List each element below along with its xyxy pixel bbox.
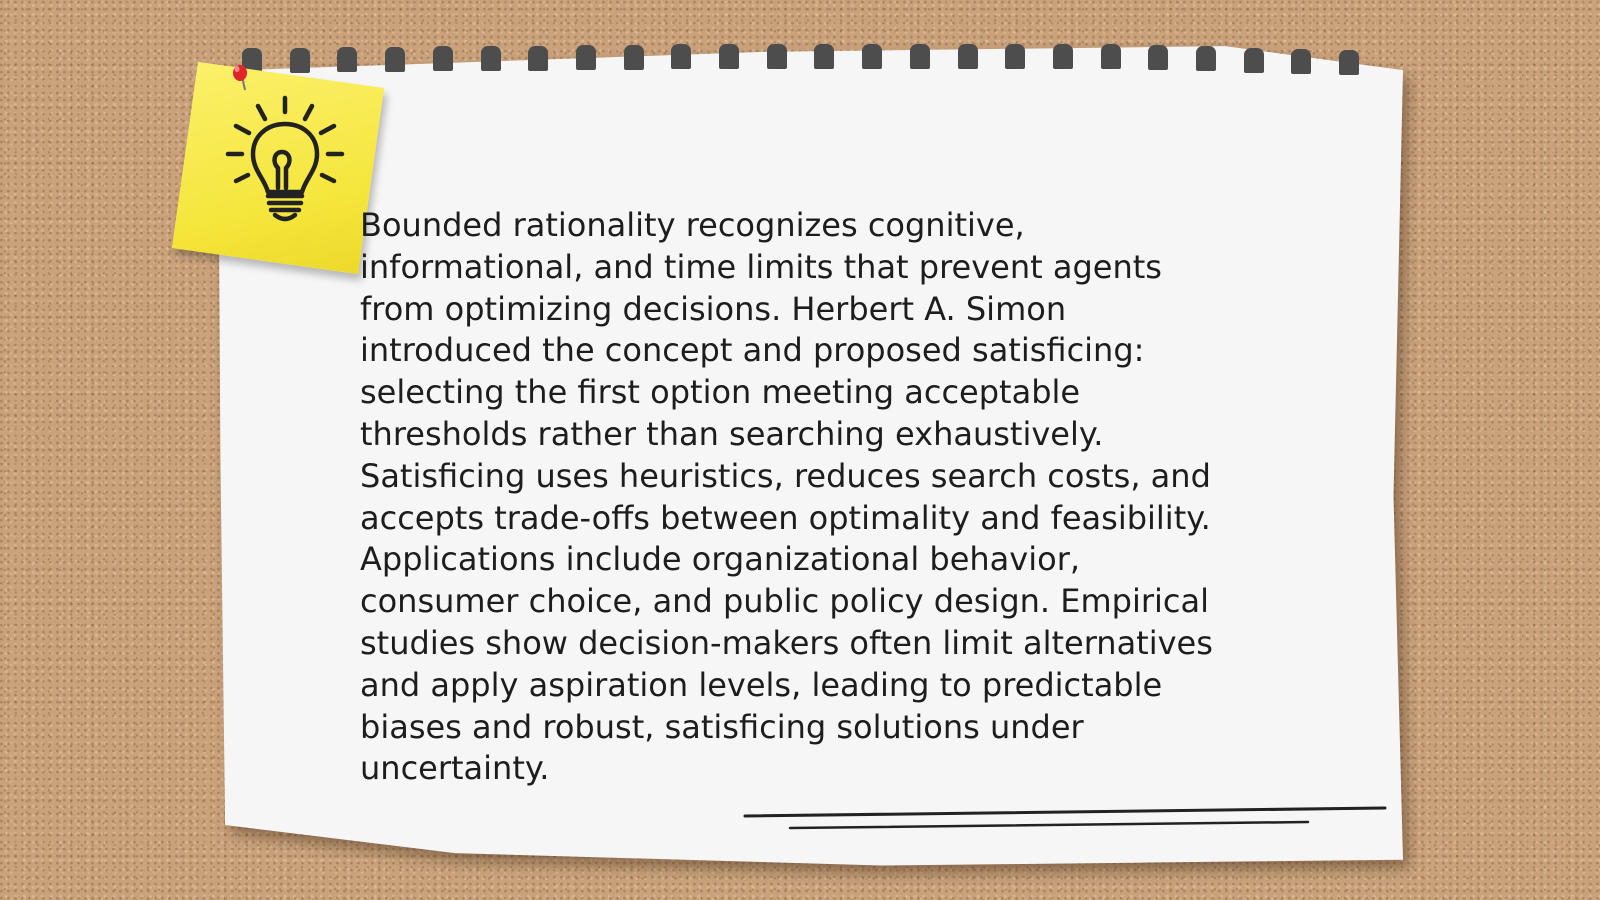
binder-hole xyxy=(1339,50,1359,75)
binder-hole xyxy=(958,44,978,69)
push-pin-icon xyxy=(228,60,254,100)
binder-hole xyxy=(1148,45,1168,70)
binder-hole xyxy=(1196,46,1216,71)
binder-hole xyxy=(1101,44,1121,69)
binder-hole xyxy=(1244,48,1264,73)
binder-hole xyxy=(433,46,453,71)
binder-hole xyxy=(385,47,405,72)
binder-hole xyxy=(1005,44,1025,69)
binder-hole xyxy=(1053,44,1073,69)
binder-hole xyxy=(337,47,357,72)
binder-hole xyxy=(910,44,930,69)
binder-hole xyxy=(290,48,310,73)
binder-hole xyxy=(528,46,548,71)
binder-hole xyxy=(576,45,596,70)
hand-drawn-underline xyxy=(740,800,1390,840)
binder-hole xyxy=(862,44,882,69)
binder-hole xyxy=(671,44,691,69)
binder-hole xyxy=(1291,49,1311,74)
binder-hole xyxy=(624,45,644,70)
binder-hole xyxy=(481,46,501,71)
binder-hole xyxy=(767,44,787,69)
binder-hole xyxy=(719,44,739,69)
note-body-text: Bounded rationality recognizes cognitive, informational, and time limits that prevent agents from optimizing decisions. Herbert A. Simon introduced the concept and proposed satisficing: selecting the first option meeting acceptable thresholds rather than searching exhaustively. Satisficing uses heuristics, reduces search costs, and accepts trade-offs between optimality and feasibility. Applications include organizational behavior, consumer choice, and public policy design. Empirical studies show decision-makers often limit alternatives and apply aspiration levels, leading to predictable biases and robust, satisficing solutions under uncertainty. xyxy=(360,206,1213,788)
lightbulb-icon xyxy=(220,92,350,232)
binder-hole xyxy=(814,44,834,69)
